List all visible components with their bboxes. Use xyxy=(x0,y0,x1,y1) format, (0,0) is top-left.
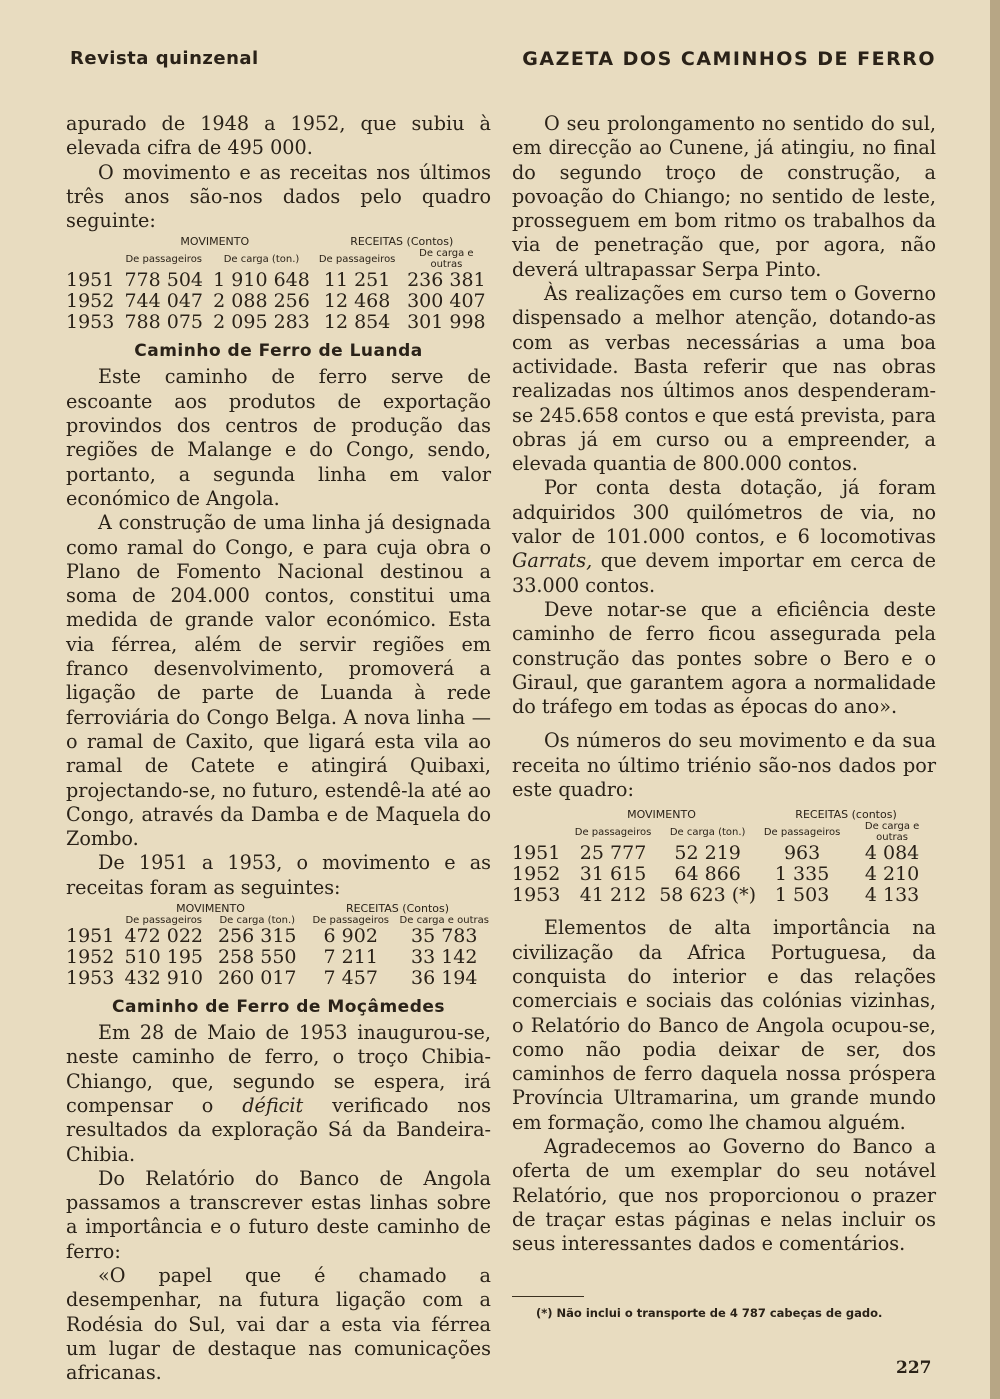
table-col-header: De carga (ton.) xyxy=(219,915,296,927)
table-col-header: De carga e outras xyxy=(399,915,489,927)
table-row xyxy=(66,312,491,333)
table-col-header: De passageiros xyxy=(125,253,203,265)
running-header xyxy=(70,48,936,78)
table-group-header: RECEITAS (Contos) xyxy=(345,902,450,916)
table-cell: 31 615 xyxy=(579,863,647,886)
table-cell: 256 315 xyxy=(217,925,297,948)
table-cell: 1953 xyxy=(66,967,115,990)
page-number: 227 xyxy=(896,1358,932,1378)
table-cell: 6 902 xyxy=(323,925,378,948)
table-col-header: De carga (ton.) xyxy=(223,253,300,265)
table-cell: 432 910 xyxy=(124,967,204,990)
footnote: (*) Não inclui o transporte de 4 787 cabeças de gado. xyxy=(536,1306,883,1320)
text-run: verificado nos resultados da exploração Sá da Bandeira-Chibia. xyxy=(66,1093,492,1166)
table-col-header: De passageiros xyxy=(574,826,652,838)
table-cell: 36 194 xyxy=(411,967,478,990)
paragraph: Do Relatório do Banco de Angola passamos a transcrever estas linhas sobre a importância e o futuro deste caminho de ferro: xyxy=(66,1166,491,1263)
table-col-header: De carga e outras xyxy=(419,248,474,271)
table-cell: 2 095 283 xyxy=(213,311,310,334)
table-cell: 472 022 xyxy=(124,925,204,948)
table-row xyxy=(512,885,936,906)
paragraph: apurado de 1948 a 1952, que subiu à elevada cifra de 495 000. xyxy=(66,112,491,160)
table-mocamedes-stats xyxy=(512,808,936,906)
header-left-title: Revista quinzenal xyxy=(70,48,259,69)
table-row xyxy=(66,270,491,291)
paragraph xyxy=(512,476,936,597)
table-col-header: De passageiros xyxy=(125,915,203,927)
table-cell: 4 133 xyxy=(864,884,920,907)
table-cell: 1952 xyxy=(66,290,115,313)
paragraph xyxy=(66,1021,491,1167)
table-cell: 1953 xyxy=(512,884,561,907)
table-cell: 744 047 xyxy=(124,290,204,313)
table-row xyxy=(66,291,491,312)
table-col-header: De passageiros xyxy=(763,826,841,838)
table-cell: 1952 xyxy=(66,946,115,969)
header-right-title: GAZETA DOS CAMINHOS DE FERRO xyxy=(522,48,936,70)
table-cell: 33 142 xyxy=(411,946,478,969)
table-group-header: MOVIMENTO xyxy=(180,235,250,249)
table-cell: 7 211 xyxy=(323,946,378,969)
spacer xyxy=(512,719,936,729)
table-row xyxy=(66,947,491,968)
paragraph: Os números do seu movimento e da sua receita no último triénio são-nos dados por este quadro: xyxy=(512,729,936,802)
table-cell: 788 075 xyxy=(124,311,204,334)
text-run: Por conta desta dotação, já foram adquiridos 300 quilómetros de via, no valor de 101.000 contos, e 6 locomotivas xyxy=(512,476,936,549)
table-cell: 41 212 xyxy=(579,884,647,907)
table-cell: 778 504 xyxy=(124,269,204,292)
table-group-header: RECEITAS (contos) xyxy=(795,808,897,822)
text-run: Em 28 de Maio de 1953 inaugurou-se, neste caminho de ferro, o troço Chibia-Chiango, que, segundo se espera, irá compensar o xyxy=(66,1021,491,1117)
table-luanda-stats xyxy=(66,902,491,989)
paragraph: «O papel que é chamado a desempenhar, na futura ligação com a Rodésia do Sul, vai dar a esta via férrea um lugar de destaque nas comunicações africanas. xyxy=(66,1263,491,1385)
paragraph: A construção de uma linha já designada como ramal do Congo, e para cuja obra o Plano de Fomento Nacional destinou a soma de 204.000 contos, constitui uma medida de grande valor económico. Esta via férrea, além de servir regiões em franco desenvolvimento, promoverá a ligação de parte de Luanda à rede ferroviária do Congo Belga. A nova linha — o ramal de Caxito, que ligará esta vila ao ramal de Catete e atingirá Quibaxi, projectando-se, no futuro, estendê-la até ao Congo, através da Damba e de Maquela do Zombo. xyxy=(66,511,491,851)
table-cell: 25 777 xyxy=(579,842,647,865)
table-row xyxy=(512,864,936,885)
paragraph: Às realizações em curso tem o Governo dispensado a melhor atenção, dotando-as com as verbas necessárias a uma boa actividade. Basta referir que nas obras realizadas nos últimos anos despenderam-se 245.658 contos e que está prevista, para obras já em curso ou a empreender, a elevada quantia de 800.000 contos. xyxy=(512,282,936,476)
footnote-divider xyxy=(512,1296,584,1297)
table-cell: 12 468 xyxy=(323,290,391,313)
table-cell: 58 623 (*) xyxy=(659,884,757,907)
paragraph: Deve notar-se que a eficiência deste caminho de ferro ficou assegurada pela construção das pontes sobre o Bero e o Giraul, que garantem agora a normalidade do tráfego em todas as épocas do ano». xyxy=(512,597,936,719)
table-cell: 301 998 xyxy=(407,311,486,334)
table-cell: 35 783 xyxy=(411,925,478,948)
table-cell: 52 219 xyxy=(674,842,741,865)
table-cell: 1951 xyxy=(66,925,115,948)
table-cell: 258 550 xyxy=(217,946,297,969)
table-cell: 11 251 xyxy=(323,269,391,292)
table-cell: 236 381 xyxy=(407,269,486,292)
section-heading: Caminho de Ferro de Moçâmedes xyxy=(111,997,446,1018)
table-cell: 1 335 xyxy=(774,863,830,886)
table-cell: 4 210 xyxy=(864,863,920,886)
emphasis-text: Garrats, xyxy=(512,549,593,573)
table-cell: 2 088 256 xyxy=(213,290,310,313)
table-col-header: De carga e outras xyxy=(864,821,920,844)
table-cell: 510 195 xyxy=(124,946,204,969)
table-cell: 64 866 xyxy=(674,863,741,886)
table-cell: 1951 xyxy=(66,269,115,292)
table-cell: 963 xyxy=(783,842,821,865)
paragraph: O seu prolongamento no sentido do sul, em direcção ao Cunene, já atingiu, no final do segundo troço de construção, a povoação do Chiango; no sentido de leste, prosseguem em bom ritmo os trabalhos da via de penetração que, por agora, não deverá ultrapassar Serpa Pinto. xyxy=(512,112,936,281)
paragraph: O movimento e as receitas nos últimos três anos são-nos dados pelo quadro seguinte: xyxy=(66,160,491,233)
table-col-header: De passageiros xyxy=(318,253,396,265)
paragraph: Este caminho de ferro serve de escoante aos produtos de exportação provindos dos centros de produção das regiões de Malange e do Congo, sendo, portanto, a segunda linha em valor económico de Angola. xyxy=(66,365,491,510)
table-group-header: RECEITAS (Contos) xyxy=(350,235,454,249)
section-heading: Caminho de Ferro de Luanda xyxy=(134,341,423,362)
table-cell: 4 084 xyxy=(864,842,920,865)
text-run: que devem importar em cerca de 33.000 contos. xyxy=(512,549,936,597)
table-cell: 1951 xyxy=(512,842,561,865)
right-column xyxy=(512,112,936,1256)
table-cell: 12 854 xyxy=(323,311,391,334)
page-edge xyxy=(990,0,1000,1399)
table-cell: 7 457 xyxy=(323,967,378,990)
table-cell: 1953 xyxy=(66,311,115,334)
table-col-header: De passageiros xyxy=(312,915,390,927)
table-cell: 1952 xyxy=(512,863,561,886)
table-cell: 260 017 xyxy=(217,967,297,990)
paragraph: De 1951 a 1953, o movimento e as receitas foram as seguintes: xyxy=(66,851,491,899)
table-cell: 300 407 xyxy=(407,290,486,313)
table-col-header: De carga (ton.) xyxy=(669,826,746,838)
left-column xyxy=(66,112,491,1385)
table-group-header: MOVIMENTO xyxy=(176,902,245,916)
table-huila-stats xyxy=(66,235,491,333)
paragraph: Elementos de alta importância na civilização da Africa Portuguesa, da conquista do interior e das relações comerciais e sociais das colónias vizinhas, o Relatório do Banco de Angola ocupou-se, como não podia deixar de ser, dos caminhos de ferro daquela nossa próspera Província Ultramarina, um grande mundo em formação, como lhe chamou alguém. xyxy=(512,916,936,1134)
table-row xyxy=(512,843,936,864)
table-cell: 1 910 648 xyxy=(213,269,310,292)
table-cell: 1 503 xyxy=(774,884,830,907)
emphasis-text: déficit xyxy=(242,1093,304,1117)
table-row xyxy=(66,968,491,989)
table-group-header: MOVIMENTO xyxy=(627,808,696,822)
table-row xyxy=(66,926,491,947)
paragraph: Agradecemos ao Governo do Banco a oferta de um exemplar do seu notável Relatório, que nos proporcionou o prazer de traçar estas páginas e nelas incluir os seus interessantes dados e comentários. xyxy=(512,1134,936,1256)
